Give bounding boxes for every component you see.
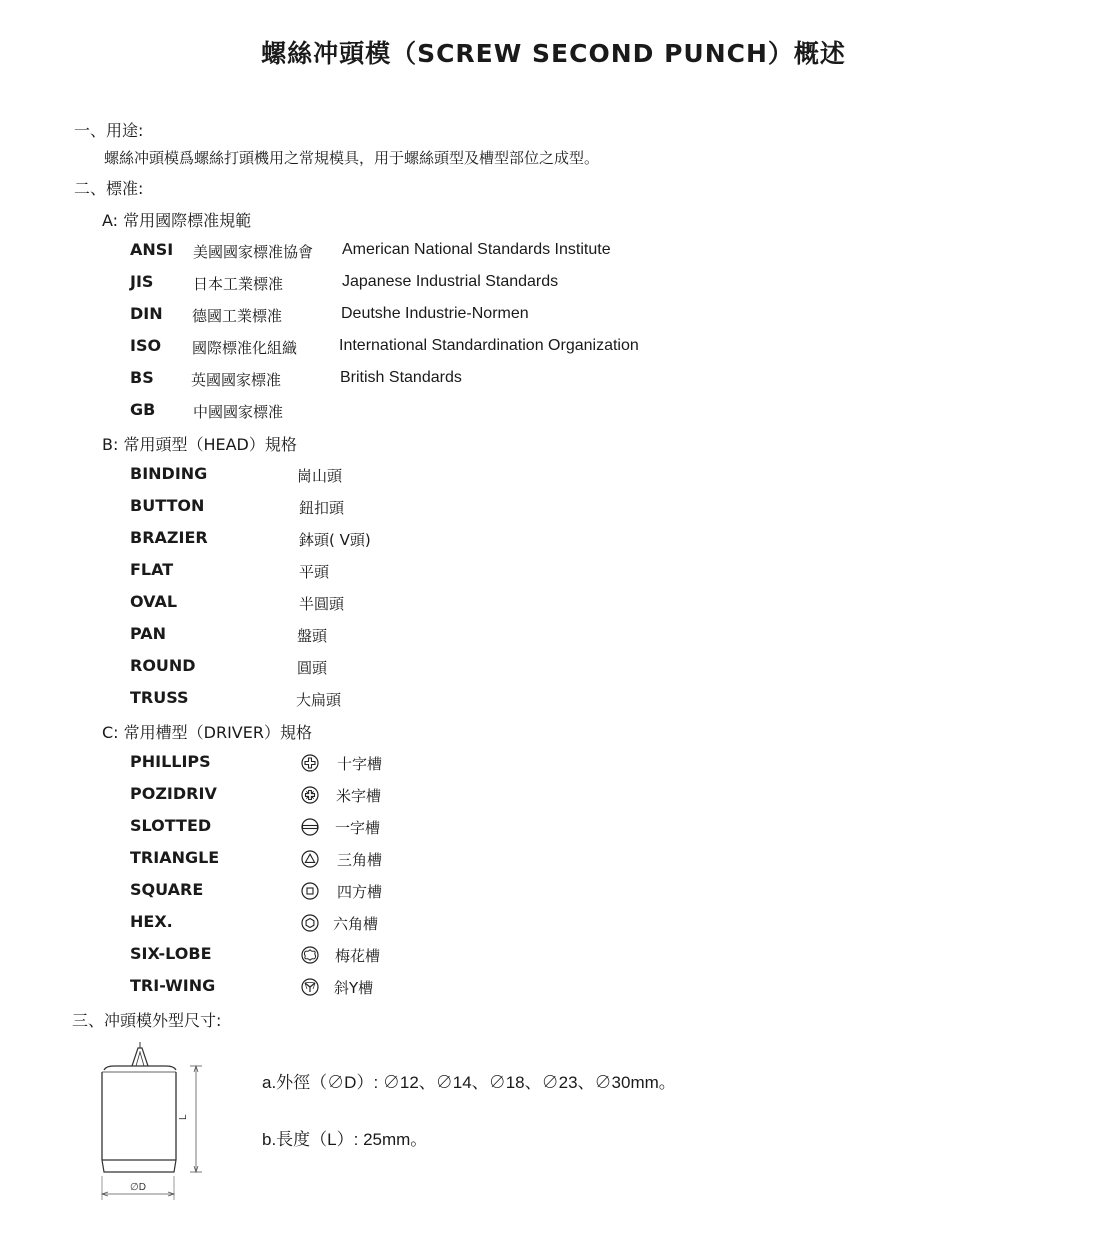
head-code: PAN (130, 624, 167, 643)
standard-cn-name: 德國工業標准 (192, 307, 283, 325)
standard-en-name: Deutshe Industrie-Normen (341, 305, 529, 322)
section-standards-heading: 二、標准: (74, 179, 144, 198)
outer-diameter-spec: a.外徑（∅D）: ∅12、∅14、∅18、∅23、∅30mm。 (262, 1073, 676, 1092)
head-code: OVAL (130, 592, 178, 611)
driver-cn-name: 四方槽 (337, 883, 383, 901)
driver-code: PHILLIPS (130, 752, 211, 771)
head-cn-name: 圓頭 (297, 659, 328, 677)
standard-code: ANSI (130, 240, 174, 259)
driver-code: SIX-LOBE (130, 944, 212, 963)
hex-icon (301, 914, 319, 932)
head-code: FLAT (130, 560, 174, 579)
heads-subheading: B: 常用頭型（HEAD）規格 (102, 435, 297, 454)
head-code: TRUSS (130, 688, 189, 707)
driver-cn-name: 三角槽 (337, 851, 383, 869)
length-label: L (178, 1114, 189, 1120)
head-cn-name: 盤頭 (297, 627, 328, 645)
punch-die-drawing (90, 1040, 220, 1210)
square-icon (301, 882, 319, 900)
page-title: 螺絲冲頭模（SCREW SECOND PUNCH）概述 (261, 39, 846, 68)
driver-cn-name: 六角槽 (333, 915, 379, 933)
standard-en-name: Japanese Industrial Standards (342, 273, 559, 290)
section-dimensions-heading: 三、冲頭模外型尺寸: (72, 1011, 222, 1030)
standard-code: BS (130, 368, 154, 387)
standard-code: DIN (130, 304, 163, 323)
diameter-label: ∅D (130, 1182, 146, 1193)
driver-code: SLOTTED (130, 816, 212, 835)
standard-en-name: International Standardination Organization (339, 337, 639, 354)
head-cn-name: 崗山頭 (297, 467, 343, 485)
driver-cn-name: 米字槽 (336, 787, 382, 805)
standard-en-name: American National Standards Institute (342, 241, 611, 258)
driver-cn-name: 梅花槽 (335, 947, 381, 965)
standard-code: ISO (130, 336, 162, 355)
head-cn-name: 大扁頭 (296, 691, 342, 709)
standard-cn-name: 日本工業標准 (193, 275, 284, 293)
tri-wing-icon (301, 978, 319, 996)
standard-cn-name: 英國國家標准 (191, 371, 282, 389)
driver-code: TRI-WING (130, 976, 216, 995)
pozidriv-icon (301, 786, 319, 804)
driver-code: POZIDRIV (130, 784, 217, 803)
triangle-icon (301, 850, 319, 868)
head-code: ROUND (130, 656, 196, 675)
section-usage-heading: 一、用途: (74, 121, 144, 140)
head-code: BINDING (130, 464, 208, 483)
head-code: BRAZIER (130, 528, 208, 547)
standard-en-name: British Standards (340, 369, 462, 386)
head-cn-name: 鉢頭( V頭) (299, 531, 371, 549)
standards-subheading: A: 常用國際標准規範 (102, 211, 252, 230)
head-cn-name: 平頭 (299, 563, 330, 581)
slotted-icon (301, 818, 319, 836)
standard-code: GB (130, 400, 156, 419)
driver-cn-name: 一字槽 (335, 819, 381, 837)
length-spec: b.長度（L）: 25mm。 (262, 1130, 428, 1149)
drivers-subheading: C: 常用槽型（DRIVER）規格 (102, 723, 312, 742)
standard-cn-name: 中國國家標准 (193, 403, 284, 421)
standard-code: JIS (130, 272, 154, 291)
head-code: BUTTON (130, 496, 205, 515)
head-cn-name: 半圓頭 (299, 595, 345, 613)
six-lobe-icon (301, 946, 319, 964)
head-cn-name: 鈕扣頭 (299, 499, 345, 517)
driver-code: TRIANGLE (130, 848, 220, 867)
section-usage-text: 螺絲冲頭模爲螺絲打頭機用之常規模具，用于螺絲頭型及槽型部位之成型。 (104, 149, 600, 167)
driver-code: SQUARE (130, 880, 204, 899)
driver-cn-name: 十字槽 (337, 755, 383, 773)
standard-cn-name: 國際標准化組織 (192, 339, 298, 357)
phillips-icon (301, 754, 319, 772)
driver-code: HEX. (130, 912, 173, 931)
driver-cn-name: 斜Y槽 (334, 979, 374, 997)
standard-cn-name: 美國國家標准協會 (193, 243, 314, 261)
